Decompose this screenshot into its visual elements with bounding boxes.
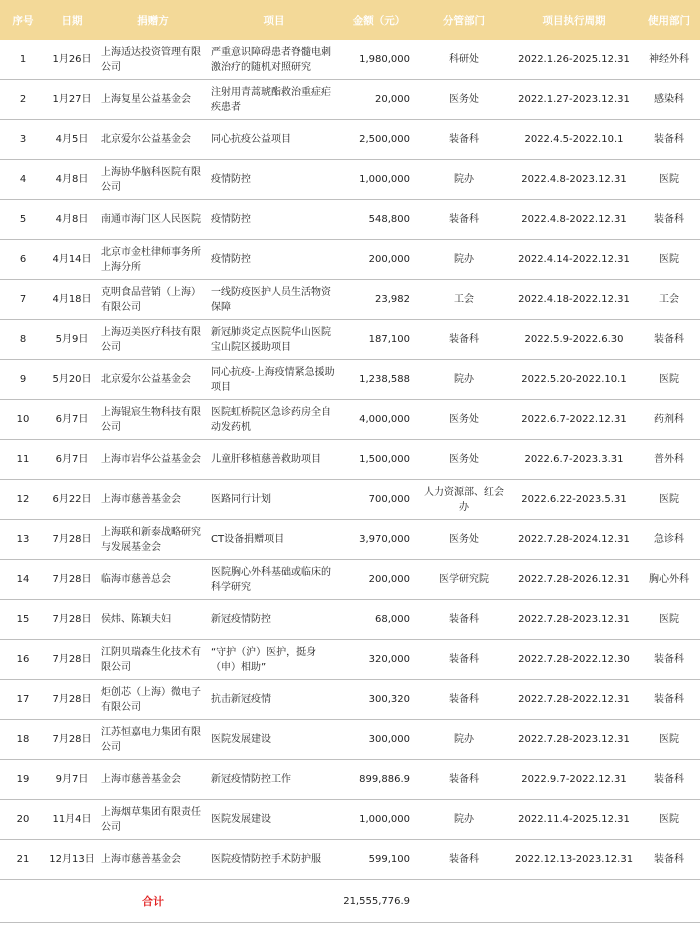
cell-index: 8 <box>0 320 46 360</box>
cell-project: 疫情防控 <box>208 160 340 200</box>
cell-department: 院办 <box>418 160 510 200</box>
cell-department: 医务处 <box>418 520 510 560</box>
cell-donor: 上海烟草集团有限责任公司 <box>98 800 208 840</box>
cell-project: 同心抗疫-上海疫情紧急援助项目 <box>208 360 340 400</box>
cell-amount: 68,000 <box>340 600 418 640</box>
cell-date: 9月7日 <box>46 760 98 800</box>
cell-donor: 克明食品营销（上海）有限公司 <box>98 280 208 320</box>
cell-project: 医路同行计划 <box>208 480 340 520</box>
cell-date: 4月8日 <box>46 200 98 240</box>
cell-index: 14 <box>0 560 46 600</box>
cell-date: 5月9日 <box>46 320 98 360</box>
table-row <box>0 520 700 560</box>
cell-date: 6月7日 <box>46 440 98 480</box>
cell-project: 医院疫情防控手术防护服 <box>208 840 340 880</box>
cell-period: 2022.4.18-2022.12.31 <box>510 280 638 320</box>
table-row <box>0 600 700 640</box>
cell-date: 7月28日 <box>46 600 98 640</box>
cell-date: 1月27日 <box>46 80 98 120</box>
cell-period: 2022.5.9-2022.6.30 <box>510 320 638 360</box>
cell-project: 注射用青蒿琥酯救治重症疟疾患者 <box>208 80 340 120</box>
cell-donor: 上海复星公益基金会 <box>98 80 208 120</box>
cell-department: 装备科 <box>418 680 510 720</box>
cell-using-department: 装备科 <box>638 640 700 680</box>
cell-donor: 上海锟宸生物科技有限公司 <box>98 400 208 440</box>
cell-project: 同心抗疫公益项目 <box>208 120 340 160</box>
cell-index: 13 <box>0 520 46 560</box>
cell-project: 医院发展建设 <box>208 800 340 840</box>
table-row <box>0 800 700 840</box>
cell-date: 7月28日 <box>46 720 98 760</box>
header-using-department: 使用部门 <box>638 0 700 40</box>
cell-index: 5 <box>0 200 46 240</box>
cell-amount: 1,000,000 <box>340 800 418 840</box>
cell-amount: 300,000 <box>340 720 418 760</box>
cell-date: 4月14日 <box>46 240 98 280</box>
cell-date: 7月28日 <box>46 560 98 600</box>
cell-period: 2022.9.7-2022.12.31 <box>510 760 638 800</box>
cell-project: 儿童肝移植慈善救助项目 <box>208 440 340 480</box>
table-row <box>0 280 700 320</box>
cell-using-department: 装备科 <box>638 320 700 360</box>
cell-project: 新冠疫情防控 <box>208 600 340 640</box>
cell-using-department: 医院 <box>638 360 700 400</box>
total-label: 合计 <box>98 880 208 923</box>
cell-amount: 300,320 <box>340 680 418 720</box>
cell-donor: 北京爱尔公益基金会 <box>98 120 208 160</box>
cell-period: 2022.4.14-2022.12.31 <box>510 240 638 280</box>
cell-amount: 700,000 <box>340 480 418 520</box>
cell-period: 2022.7.28-2023.12.31 <box>510 600 638 640</box>
cell-index: 17 <box>0 680 46 720</box>
cell-amount: 20,000 <box>340 80 418 120</box>
cell-donor: 上海适达投资管理有限公司 <box>98 40 208 80</box>
cell-project: 医院虹桥院区急诊药房全自动发药机 <box>208 400 340 440</box>
table-row <box>0 680 700 720</box>
header-department: 分管部门 <box>418 0 510 40</box>
cell-using-department: 装备科 <box>638 840 700 880</box>
cell-date: 5月20日 <box>46 360 98 400</box>
cell-period: 2022.1.27-2023.12.31 <box>510 80 638 120</box>
cell-date: 12月13日 <box>46 840 98 880</box>
cell-using-department: 装备科 <box>638 120 700 160</box>
cell-date: 6月22日 <box>46 480 98 520</box>
cell-period: 2022.7.28-2023.12.31 <box>510 720 638 760</box>
cell-project: 严重意识障碍患者脊髓电刺激治疗的随机对照研究 <box>208 40 340 80</box>
cell-project: 新冠疫情防控工作 <box>208 760 340 800</box>
cell-amount: 320,000 <box>340 640 418 680</box>
cell-donor: 上海市慈善基金会 <box>98 840 208 880</box>
cell-department: 装备科 <box>418 640 510 680</box>
cell-project: “守护（沪）医护，挺身（申）相助” <box>208 640 340 680</box>
table-row <box>0 200 700 240</box>
cell-department: 科研处 <box>418 40 510 80</box>
header-project: 项目 <box>208 0 340 40</box>
cell-donor: 南通市海门区人民医院 <box>98 200 208 240</box>
cell-using-department: 装备科 <box>638 760 700 800</box>
cell-department: 工会 <box>418 280 510 320</box>
total-row <box>0 880 700 923</box>
cell-amount: 1,000,000 <box>340 160 418 200</box>
cell-using-department: 药剂科 <box>638 400 700 440</box>
cell-using-department: 医院 <box>638 480 700 520</box>
cell-donor: 上海市慈善基金会 <box>98 480 208 520</box>
cell-amount: 23,982 <box>340 280 418 320</box>
table-row <box>0 440 700 480</box>
table-row <box>0 360 700 400</box>
cell-amount: 548,800 <box>340 200 418 240</box>
table-row <box>0 720 700 760</box>
cell-period: 2022.11.4-2025.12.31 <box>510 800 638 840</box>
cell-using-department: 医院 <box>638 600 700 640</box>
cell-department: 院办 <box>418 360 510 400</box>
cell-date: 1月26日 <box>46 40 98 80</box>
cell-donor: 上海迈美医疗科技有限公司 <box>98 320 208 360</box>
cell-index: 1 <box>0 40 46 80</box>
table-row <box>0 760 700 800</box>
cell-using-department: 医院 <box>638 240 700 280</box>
cell-period: 2022.12.13-2023.12.31 <box>510 840 638 880</box>
cell-donor: 上海协华脑科医院有限公司 <box>98 160 208 200</box>
header-date: 日期 <box>46 0 98 40</box>
cell-amount: 1,980,000 <box>340 40 418 80</box>
cell-department: 装备科 <box>418 200 510 240</box>
cell-period: 2022.7.28-2026.12.31 <box>510 560 638 600</box>
total-empty-cell <box>208 880 340 923</box>
cell-donor: 上海市岩华公益基金会 <box>98 440 208 480</box>
table-row <box>0 120 700 160</box>
header-amount: 金额（元） <box>340 0 418 40</box>
cell-period: 2022.6.7-2022.12.31 <box>510 400 638 440</box>
total-empty-cell <box>638 880 700 923</box>
table-row <box>0 240 700 280</box>
cell-amount: 899,886.9 <box>340 760 418 800</box>
header-donor: 捐赠方 <box>98 0 208 40</box>
cell-department: 医学研究院 <box>418 560 510 600</box>
cell-amount: 4,000,000 <box>340 400 418 440</box>
cell-period: 2022.6.7-2023.3.31 <box>510 440 638 480</box>
cell-index: 21 <box>0 840 46 880</box>
cell-donor: 侯炜、陈颖夫妇 <box>98 600 208 640</box>
cell-period: 2022.1.26-2025.12.31 <box>510 40 638 80</box>
cell-index: 15 <box>0 600 46 640</box>
cell-index: 7 <box>0 280 46 320</box>
cell-index: 20 <box>0 800 46 840</box>
table-row <box>0 400 700 440</box>
cell-index: 11 <box>0 440 46 480</box>
cell-period: 2022.7.28-2022.12.31 <box>510 680 638 720</box>
cell-project: 疫情防控 <box>208 240 340 280</box>
cell-amount: 599,100 <box>340 840 418 880</box>
cell-project: 一线防疫医护人员生活物资保障 <box>208 280 340 320</box>
cell-using-department: 急诊科 <box>638 520 700 560</box>
cell-amount: 2,500,000 <box>340 120 418 160</box>
cell-department: 医务处 <box>418 400 510 440</box>
cell-date: 4月8日 <box>46 160 98 200</box>
table-row <box>0 320 700 360</box>
cell-project: 抗击新冠疫情 <box>208 680 340 720</box>
cell-period: 2022.6.22-2023.5.31 <box>510 480 638 520</box>
cell-index: 19 <box>0 760 46 800</box>
cell-amount: 1,238,588 <box>340 360 418 400</box>
cell-department: 装备科 <box>418 840 510 880</box>
cell-index: 10 <box>0 400 46 440</box>
cell-amount: 187,100 <box>340 320 418 360</box>
cell-project: CT设备捐赠项目 <box>208 520 340 560</box>
cell-department: 医务处 <box>418 440 510 480</box>
cell-donor: 上海联和新泰战略研究与发展基金会 <box>98 520 208 560</box>
cell-department: 院办 <box>418 720 510 760</box>
total-empty-cell <box>46 880 98 923</box>
cell-index: 2 <box>0 80 46 120</box>
cell-using-department: 工会 <box>638 280 700 320</box>
cell-using-department: 医院 <box>638 720 700 760</box>
cell-project: 新冠肺炎定点医院华山医院宝山院区援助项目 <box>208 320 340 360</box>
cell-department: 装备科 <box>418 120 510 160</box>
table-row <box>0 840 700 880</box>
cell-period: 2022.4.8-2022.12.31 <box>510 200 638 240</box>
cell-using-department: 医院 <box>638 800 700 840</box>
total-empty-cell <box>0 880 46 923</box>
total-empty-cell <box>510 880 638 923</box>
cell-donor: 江苏恒嘉电力集团有限公司 <box>98 720 208 760</box>
cell-donor: 江阴贝瑞森生化技术有限公司 <box>98 640 208 680</box>
cell-using-department: 医院 <box>638 160 700 200</box>
table-row <box>0 480 700 520</box>
cell-period: 2022.7.28-2022.12.30 <box>510 640 638 680</box>
header-period: 项目执行周期 <box>510 0 638 40</box>
cell-date: 6月7日 <box>46 400 98 440</box>
cell-amount: 200,000 <box>340 240 418 280</box>
cell-donor: 上海市慈善基金会 <box>98 760 208 800</box>
cell-amount: 3,970,000 <box>340 520 418 560</box>
cell-date: 7月28日 <box>46 640 98 680</box>
cell-amount: 200,000 <box>340 560 418 600</box>
cell-project: 医院发展建设 <box>208 720 340 760</box>
cell-period: 2022.4.5-2022.10.1 <box>510 120 638 160</box>
cell-donor: 临海市慈善总会 <box>98 560 208 600</box>
table-row <box>0 40 700 80</box>
cell-donor: 北京市金杜律师事务所上海分所 <box>98 240 208 280</box>
cell-using-department: 普外科 <box>638 440 700 480</box>
table-body <box>0 40 700 923</box>
cell-index: 18 <box>0 720 46 760</box>
table-header <box>0 0 700 40</box>
table-row <box>0 560 700 600</box>
cell-using-department: 胸心外科 <box>638 560 700 600</box>
table-row <box>0 640 700 680</box>
cell-department: 院办 <box>418 240 510 280</box>
cell-period: 2022.4.8-2023.12.31 <box>510 160 638 200</box>
cell-using-department: 神经外科 <box>638 40 700 80</box>
cell-date: 7月28日 <box>46 680 98 720</box>
cell-date: 11月4日 <box>46 800 98 840</box>
cell-donor: 北京爱尔公益基金会 <box>98 360 208 400</box>
cell-date: 4月18日 <box>46 280 98 320</box>
cell-index: 6 <box>0 240 46 280</box>
cell-using-department: 装备科 <box>638 200 700 240</box>
cell-department: 装备科 <box>418 760 510 800</box>
cell-date: 4月5日 <box>46 120 98 160</box>
cell-department: 医务处 <box>418 80 510 120</box>
header-index: 序号 <box>0 0 46 40</box>
header-row <box>0 0 700 40</box>
cell-index: 16 <box>0 640 46 680</box>
cell-date: 7月28日 <box>46 520 98 560</box>
cell-period: 2022.5.20-2022.10.1 <box>510 360 638 400</box>
cell-donor: 炬创芯（上海）微电子有限公司 <box>98 680 208 720</box>
table-row <box>0 160 700 200</box>
cell-index: 4 <box>0 160 46 200</box>
cell-period: 2022.7.28-2024.12.31 <box>510 520 638 560</box>
cell-amount: 1,500,000 <box>340 440 418 480</box>
cell-using-department: 装备科 <box>638 680 700 720</box>
total-amount: 21,555,776.9 <box>340 880 418 923</box>
cell-department: 院办 <box>418 800 510 840</box>
cell-department: 人力资源部、红会办 <box>418 480 510 520</box>
cell-using-department: 感染科 <box>638 80 700 120</box>
cell-department: 装备科 <box>418 600 510 640</box>
cell-project: 医院胸心外科基础或临床的科学研究 <box>208 560 340 600</box>
cell-index: 9 <box>0 360 46 400</box>
total-empty-cell <box>418 880 510 923</box>
cell-department: 装备科 <box>418 320 510 360</box>
cell-index: 12 <box>0 480 46 520</box>
cell-project: 疫情防控 <box>208 200 340 240</box>
cell-index: 3 <box>0 120 46 160</box>
table-row <box>0 80 700 120</box>
